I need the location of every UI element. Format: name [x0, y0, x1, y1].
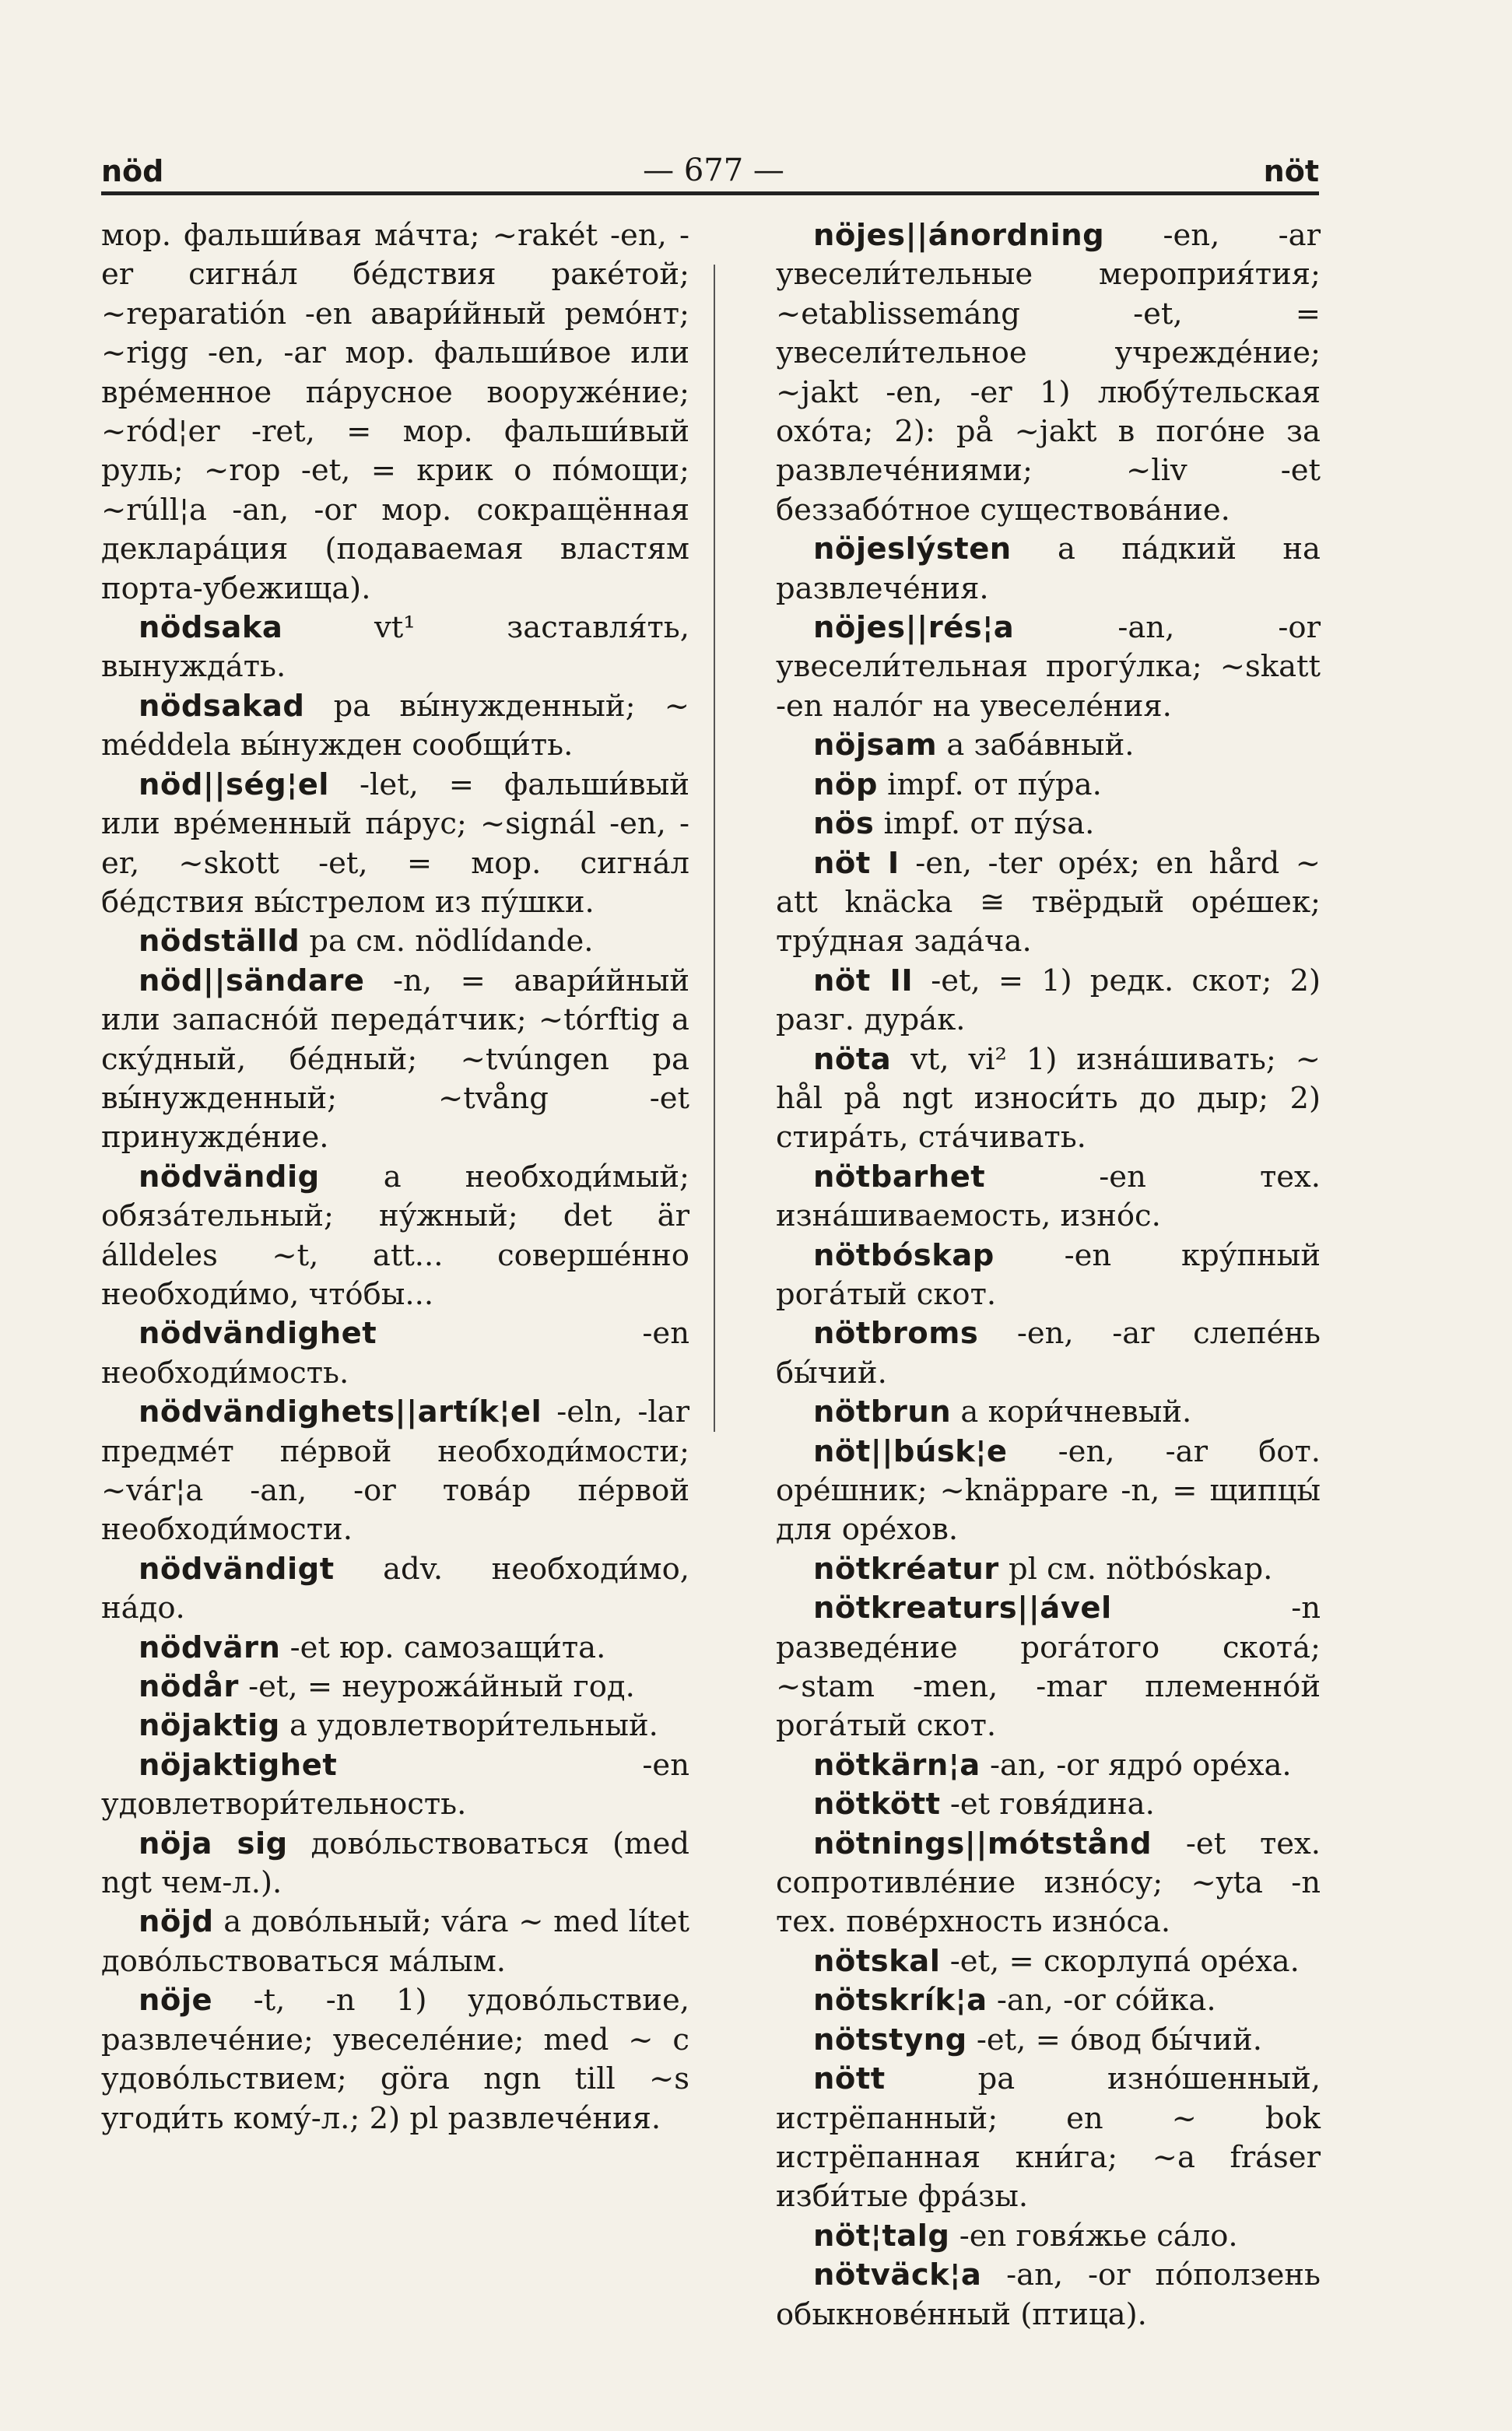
dictionary-entry — [776, 726, 1321, 765]
dictionary-entry — [776, 1746, 1321, 1785]
entry-headword: nöta — [813, 1041, 892, 1077]
dictionary-entry — [776, 2217, 1321, 2256]
entry-definition: a заба́вный. — [937, 728, 1135, 763]
entry-definition: -en удовлетвори́тельность. — [101, 1747, 689, 1822]
entry-definition: -en говя́жье са́ло. — [949, 2218, 1238, 2254]
dictionary-entry — [101, 1393, 689, 1550]
left-guide-word: nöd — [101, 154, 164, 188]
dictionary-entry — [101, 1746, 689, 1825]
entry-headword: nötbóskap — [813, 1237, 995, 1273]
entry-headword: nöjd — [139, 1904, 214, 1940]
dictionary-entry — [101, 1314, 689, 1393]
dictionary-entry — [776, 1785, 1321, 1824]
entry-definition: -et, = неурожа́йный год. — [238, 1669, 635, 1705]
entry-headword: nödsaka — [139, 610, 283, 646]
entry-headword: nöjsam — [813, 728, 938, 763]
dictionary-entry — [776, 1942, 1321, 1981]
entry-definition: -en, -ar слепе́нь бы́чий. — [776, 1316, 1321, 1391]
entry-definition: -et говя́дина. — [940, 1787, 1155, 1822]
entry-definition: -en тех. изна́шиваемость, изно́с. — [776, 1159, 1321, 1234]
entry-headword: nöjeslýsten — [813, 531, 1012, 567]
entry-definition: -et тех. сопротивле́ние изно́су; ~yta -n тех. пове́рхность изно́са. — [776, 1826, 1321, 1940]
entry-headword: nöjaktighet — [139, 1747, 338, 1783]
entry-definition: -n разведе́ние рога́того скота́; ~stam -men, -mar племенно́й рога́тый скот. — [776, 1591, 1321, 1744]
dictionary-entry — [776, 2021, 1321, 2060]
entry-definition: impf. от пу́ра. — [877, 766, 1102, 802]
entry-definition: дово́льствоваться (med ngt чем-л.). — [101, 1826, 689, 1901]
entry-definition: -eln, -lar предме́т пе́рвой необходи́мости; ~vár¦a -an, -or това́р пе́рвой необходи́мости. — [101, 1394, 689, 1548]
entry-definition: -let, = фальши́вый или вре́менный па́рус; ~signál -en, -er, ~skott -et, = мор. сигна́л бе́дствия вы́стрелом из пу́шки. — [101, 766, 689, 920]
entry-headword: nöjes||ánordning — [813, 218, 1105, 253]
entry-headword: nödvändig — [139, 1159, 320, 1194]
dictionary-entry — [101, 1158, 689, 1315]
entry-headword: nödvändigt — [139, 1551, 335, 1587]
entry-headword: nötväck¦a — [813, 2257, 982, 2293]
entry-definition: a па́дкий на развлече́ния. — [776, 531, 1321, 606]
entry-headword: nött — [813, 2061, 886, 2097]
right-column — [776, 216, 1321, 2335]
entry-headword: nötskrík¦a — [813, 1983, 988, 2019]
entry-headword: nöja sig — [139, 1826, 288, 1861]
entry-headword: nödvändighet — [139, 1316, 377, 1352]
dictionary-entry — [101, 766, 689, 923]
entry-definition: -et, = 1) редк. скот; 2) разг. дура́к. — [776, 963, 1321, 1038]
entry-headword: nöt||búsk¦e — [813, 1433, 1008, 1469]
entry-headword: nöjaktig — [139, 1708, 280, 1744]
dictionary-entry — [101, 1550, 689, 1629]
dictionary-entry — [101, 609, 689, 687]
dictionary-entry — [776, 1550, 1321, 1589]
entry-headword: nöt¦talg — [813, 2218, 950, 2254]
dictionary-entry — [101, 1981, 689, 2138]
dictionary-entry — [776, 844, 1321, 962]
dictionary-entry — [101, 1668, 689, 1707]
entry-headword: nös — [813, 806, 875, 842]
dictionary-entry — [776, 2256, 1321, 2335]
page-header — [101, 142, 1319, 188]
entry-definition: -et, = о́вод бы́чий. — [966, 2022, 1262, 2057]
entry-definition: pa вы́нужденный; ~ méddela вы́нужден сообщи́ть. — [101, 688, 689, 763]
entry-definition: -en, -ar увесели́тельные мероприя́тия; ~etablissemáng -et, = увесели́тельное учрежде́ние; ~jakt -en, -er 1) любу́тельская охо́та; 2): på ~jakt в пого́не за развлече́ниями; ~liv -et беззабо́тное существова́ние. — [776, 218, 1321, 528]
entry-definition: -en, -ar бот. оре́шник; ~knäppare -n, = щипцы́ для оре́хов. — [776, 1433, 1321, 1548]
entry-headword: nötkréatur — [813, 1551, 999, 1587]
left-column — [101, 216, 689, 2138]
entry-definition: -et, = скорлупа́ оре́ха. — [940, 1943, 1300, 1979]
entry-definition: a удовлетвори́тельный. — [279, 1708, 658, 1744]
entry-definition: -an, -or по́ползень обыкнове́нный (птица). — [776, 2257, 1321, 2332]
dictionary-entry — [101, 962, 689, 1158]
entry-definition: vt¹ заставля́ть, вынужда́ть. — [101, 610, 689, 685]
column-divider — [714, 265, 715, 1432]
dictionary-entry — [776, 1981, 1321, 2020]
entry-headword: nötkött — [813, 1787, 941, 1822]
entry-definition: -en кру́пный рога́тый скот. — [776, 1237, 1321, 1312]
dictionary-entry — [776, 609, 1321, 726]
entry-headword: nödvärn — [139, 1629, 281, 1665]
entry-headword: nötkärn¦a — [813, 1747, 981, 1783]
dictionary-entry — [776, 216, 1321, 530]
entry-definition: pa см. nödlídande. — [300, 924, 594, 959]
entry-definition: impf. от пу́sa. — [874, 806, 1095, 842]
entry-headword: nötnings||mótstånd — [813, 1826, 1152, 1861]
dictionary-entry — [101, 922, 689, 961]
entry-definition: pl см. nötbóskap. — [998, 1551, 1273, 1587]
entry-headword: nödår — [139, 1669, 239, 1705]
dictionary-entry — [101, 1825, 689, 1903]
entry-definition: -an, -or увесели́тельная прогу́лка; ~skatt -en нало́г на увеселе́ния. — [776, 610, 1321, 724]
entry-headword: nöd||sändare — [139, 963, 365, 998]
entry-definition: -an, -or ядро́ оре́ха. — [980, 1747, 1292, 1783]
entry-headword: nödvändighets||artík¦el — [139, 1394, 542, 1430]
entry-definition: -en, -ter opéх; en hård ~ att knäcka ≅ твёрдый оре́шек; тру́дная зада́ча. — [776, 845, 1321, 959]
entry-headword: nödsakad — [139, 688, 305, 724]
entry-definition: -n, = авари́йный или запасно́й переда́тчик; ~tórftig a ску́дный, бе́дный; ~tvúngen pa вы́нужденный; ~tvång -et принужде́ние. — [101, 963, 689, 1156]
entry-definition: -et юр. самозащи́та. — [280, 1629, 606, 1665]
entry-definition: -en необходи́мость. — [101, 1316, 689, 1391]
entry-headword: nöjes||rés¦a — [813, 610, 1015, 646]
entry-definition: a необходи́мый; обяза́тельный; ну́жный; det är álldeles ~t, att... соверше́нно необходи́мо, что́бы... — [101, 1159, 689, 1312]
entry-headword: nöp — [813, 766, 878, 802]
entry-headword: nöd||ség¦el — [139, 766, 329, 802]
entry-definition: pa изно́шенный, истрёпанный; en ~ bok истрёпанная кни́га; ~a fráser изби́тые фра́зы. — [776, 2061, 1321, 2215]
entry-headword: nödställd — [139, 924, 300, 959]
entry-headword: nötbrun — [813, 1394, 952, 1430]
dictionary-entry — [776, 1237, 1321, 1315]
dictionary-entry — [101, 1707, 689, 1745]
dictionary-entry — [101, 1903, 689, 1981]
dictionary-entry — [101, 687, 689, 766]
dictionary-entry — [776, 2060, 1321, 2217]
dictionary-entry — [776, 766, 1321, 805]
dictionary-entry — [776, 962, 1321, 1040]
dictionary-entry — [776, 1158, 1321, 1237]
right-guide-word: nöt — [1263, 154, 1319, 188]
entry-definition: a кори́чневый. — [951, 1394, 1192, 1430]
entry-headword: nöt II — [813, 963, 914, 998]
dictionary-entry — [101, 216, 689, 609]
dictionary-entry — [101, 1629, 689, 1668]
entry-headword: nötkreaturs||ável — [813, 1591, 1112, 1626]
entry-headword: nöje — [139, 1983, 213, 2019]
dictionary-entry — [776, 1589, 1321, 1746]
entry-definition: мор. фальши́вая ма́чта; ~rakét -en, -er сигна́л бе́дствия раке́той; ~reparatión -en авари́йный ремо́нт; ~rigg -en, -ar мор. фальши́вое или вре́менное па́русное вооруже́ние; ~ród¦er -ret, = мор. фальши́вый руль; ~rop -et, = крик о по́мощи; ~rúll¦a -an, -or мор. сокращённая деклара́ция (подаваемая властям порта-убежища). — [101, 218, 689, 606]
header-rule — [101, 191, 1319, 195]
dictionary-entry — [776, 1825, 1321, 1942]
page-number: — 677 — — [643, 153, 784, 188]
entry-headword: nötstyng — [813, 2022, 967, 2057]
dictionary-entry — [776, 530, 1321, 609]
entry-headword: nötbroms — [813, 1316, 979, 1352]
entry-definition: -an, -or со́йка. — [987, 1983, 1216, 2019]
dictionary-entry — [776, 1433, 1321, 1550]
dictionary-entry — [776, 1040, 1321, 1158]
entry-definition: adv. необходи́мо, на́до. — [101, 1551, 689, 1626]
dictionary-entry — [776, 1314, 1321, 1393]
entry-headword: nöt I — [813, 845, 900, 881]
entry-definition: -t, -n 1) удово́льствие, развлече́ние; увеселе́ние; med ~ с удово́льствием; göra ngn till ~s угоди́ть кому́-л.; 2) pl развлече́ния. — [101, 1983, 689, 2136]
entry-definition: a дово́льный; vára ~ med lítet дово́льствоваться ма́лым. — [101, 1904, 689, 1979]
entry-definition: vt, vi² 1) изна́шивать; ~ hål på ngt износи́ть до дыр; 2) стира́ть, ста́чивать. — [776, 1041, 1321, 1156]
dictionary-entry — [776, 1393, 1321, 1432]
dictionary-entry — [776, 805, 1321, 844]
entry-headword: nötskal — [813, 1943, 941, 1979]
entry-headword: nötbarhet — [813, 1159, 986, 1194]
